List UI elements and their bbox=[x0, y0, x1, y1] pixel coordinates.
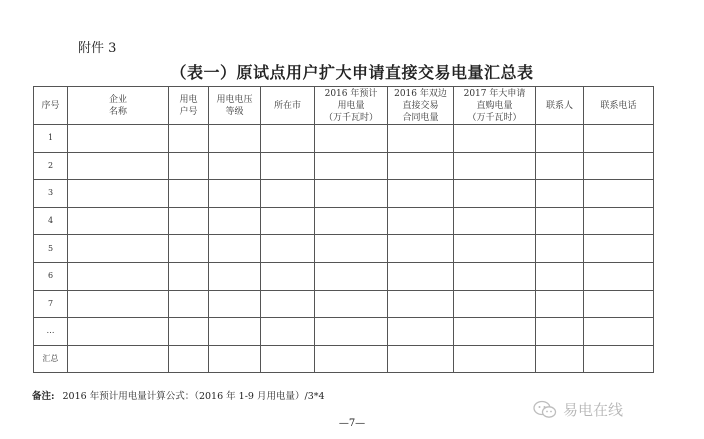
table-cell bbox=[261, 152, 315, 180]
header-cell bbox=[209, 87, 261, 125]
table-row bbox=[34, 345, 654, 373]
table-cell bbox=[454, 152, 536, 180]
attachment-label: 附件 3 bbox=[78, 41, 117, 56]
table-cell bbox=[169, 345, 209, 373]
row-index: 2 bbox=[34, 152, 68, 180]
table-cell bbox=[388, 318, 454, 346]
table-cell bbox=[261, 125, 315, 153]
header-line: 户号 bbox=[179, 106, 198, 117]
table-cell bbox=[68, 318, 169, 346]
header-cell bbox=[454, 87, 536, 125]
table-cell bbox=[315, 207, 388, 235]
table-cell bbox=[209, 207, 261, 235]
table-cell bbox=[454, 125, 536, 153]
table-cell bbox=[584, 152, 654, 180]
table-cell bbox=[261, 262, 315, 290]
table-cell bbox=[536, 290, 584, 318]
table-cell bbox=[169, 318, 209, 346]
table-cell bbox=[536, 318, 584, 346]
table-cell bbox=[261, 207, 315, 235]
table-row bbox=[34, 290, 654, 318]
table-cell bbox=[388, 235, 454, 263]
header-line: 联系电话 bbox=[600, 100, 637, 111]
table-cell bbox=[388, 345, 454, 373]
table-cell bbox=[388, 262, 454, 290]
table-cell bbox=[315, 262, 388, 290]
row-index: 1 bbox=[34, 125, 68, 153]
table-cell bbox=[68, 262, 169, 290]
table-cell bbox=[315, 345, 388, 373]
table-cell bbox=[169, 207, 209, 235]
table-cell bbox=[454, 235, 536, 263]
row-index: 4 bbox=[34, 207, 68, 235]
table-cell bbox=[584, 235, 654, 263]
header-line: 序号 bbox=[41, 100, 60, 111]
header-line: 用电电压 bbox=[216, 94, 253, 105]
table-cell bbox=[261, 180, 315, 208]
table-cell bbox=[169, 290, 209, 318]
table-cell bbox=[584, 180, 654, 208]
table-cell bbox=[454, 345, 536, 373]
table-cell bbox=[169, 235, 209, 263]
header-line: 2016 年双边 bbox=[394, 88, 447, 99]
table-row bbox=[34, 262, 654, 290]
table-cell bbox=[68, 180, 169, 208]
header-line: 所在市 bbox=[273, 100, 301, 111]
table-cell bbox=[454, 262, 536, 290]
table-cell bbox=[209, 262, 261, 290]
table-cell bbox=[209, 152, 261, 180]
note-text: 2016 年预计用电量计算公式：（2016 年 1-9 月用电量）/3*4 bbox=[62, 391, 325, 402]
table-cell bbox=[388, 180, 454, 208]
summary-table bbox=[33, 86, 654, 373]
table-cell bbox=[261, 290, 315, 318]
header-line: 联系人 bbox=[545, 100, 573, 111]
table-header bbox=[34, 87, 654, 125]
header-line: 2017 年大申请 bbox=[463, 88, 526, 99]
table-cell bbox=[169, 262, 209, 290]
table-cell bbox=[169, 152, 209, 180]
table-cell bbox=[584, 318, 654, 346]
header-cell bbox=[315, 87, 388, 125]
table-cell bbox=[536, 235, 584, 263]
row-index: 汇总 bbox=[34, 345, 68, 373]
table-cell bbox=[388, 152, 454, 180]
table-cell bbox=[536, 262, 584, 290]
table-cell bbox=[209, 318, 261, 346]
header-cell bbox=[169, 87, 209, 125]
table-cell bbox=[261, 345, 315, 373]
table-cell bbox=[584, 345, 654, 373]
table-row bbox=[34, 207, 654, 235]
table-cell bbox=[68, 235, 169, 263]
table-cell bbox=[584, 125, 654, 153]
header-line: 用电量 bbox=[337, 100, 365, 111]
header-row bbox=[34, 87, 654, 125]
header-cell bbox=[584, 87, 654, 125]
table-cell bbox=[536, 207, 584, 235]
table-cell bbox=[315, 125, 388, 153]
table-cell bbox=[68, 207, 169, 235]
table-row bbox=[34, 152, 654, 180]
table-cell bbox=[536, 345, 584, 373]
header-cell bbox=[536, 87, 584, 125]
table-row bbox=[34, 125, 654, 153]
note bbox=[32, 388, 325, 402]
row-index: 5 bbox=[34, 235, 68, 263]
table-cell bbox=[584, 207, 654, 235]
row-index: … bbox=[34, 318, 68, 346]
table-cell bbox=[261, 318, 315, 346]
table-cell bbox=[536, 152, 584, 180]
header-line: 直购电量 bbox=[476, 100, 513, 111]
table-cell bbox=[68, 345, 169, 373]
table-cell bbox=[454, 180, 536, 208]
table-cell bbox=[315, 290, 388, 318]
table-cell bbox=[68, 125, 169, 153]
table-cell bbox=[584, 290, 654, 318]
table-cell bbox=[68, 290, 169, 318]
header-line: 用电 bbox=[179, 94, 198, 105]
table-cell bbox=[454, 207, 536, 235]
header-cell bbox=[388, 87, 454, 125]
table-row bbox=[34, 235, 654, 263]
table-cell bbox=[209, 290, 261, 318]
header-line: （万千瓦时） bbox=[467, 112, 522, 123]
table-cell bbox=[388, 207, 454, 235]
table-cell bbox=[536, 180, 584, 208]
note-label: 备注: bbox=[32, 391, 55, 402]
table-cell bbox=[536, 125, 584, 153]
wechat-icon bbox=[533, 400, 557, 420]
page-number: —7— bbox=[338, 418, 366, 429]
header-cell bbox=[34, 87, 68, 125]
header-line: （万千瓦时） bbox=[323, 112, 378, 123]
header-line: 合同电量 bbox=[402, 112, 439, 123]
table-cell bbox=[209, 235, 261, 263]
header-line: 名称 bbox=[108, 106, 127, 117]
header-line: 2016 年预计 bbox=[324, 88, 378, 99]
table-cell bbox=[315, 235, 388, 263]
row-index: 7 bbox=[34, 290, 68, 318]
table-cell bbox=[261, 235, 315, 263]
header-line: 企业 bbox=[108, 94, 127, 105]
table-cell bbox=[68, 152, 169, 180]
header-line: 等级 bbox=[225, 106, 244, 117]
row-index: 3 bbox=[34, 180, 68, 208]
table-cell bbox=[454, 318, 536, 346]
table-cell bbox=[454, 290, 536, 318]
header-cell bbox=[261, 87, 315, 125]
table-cell bbox=[169, 180, 209, 208]
table-cell bbox=[209, 180, 261, 208]
table-body bbox=[34, 125, 654, 373]
table-cell bbox=[209, 125, 261, 153]
table-row bbox=[34, 318, 654, 346]
row-index: 6 bbox=[34, 262, 68, 290]
table-cell bbox=[169, 125, 209, 153]
header-cell bbox=[68, 87, 169, 125]
table-cell bbox=[315, 152, 388, 180]
header-line: 直接交易 bbox=[402, 100, 439, 111]
table-title: （表一）原试点用户扩大申请直接交易电量汇总表 bbox=[170, 63, 534, 82]
table-cell bbox=[315, 318, 388, 346]
table-cell bbox=[315, 180, 388, 208]
table-cell bbox=[584, 262, 654, 290]
watermark-text: 易电在线 bbox=[563, 401, 624, 419]
table-row bbox=[34, 180, 654, 208]
table-cell bbox=[388, 125, 454, 153]
table-cell bbox=[209, 345, 261, 373]
watermark bbox=[533, 399, 623, 420]
table-cell bbox=[388, 290, 454, 318]
